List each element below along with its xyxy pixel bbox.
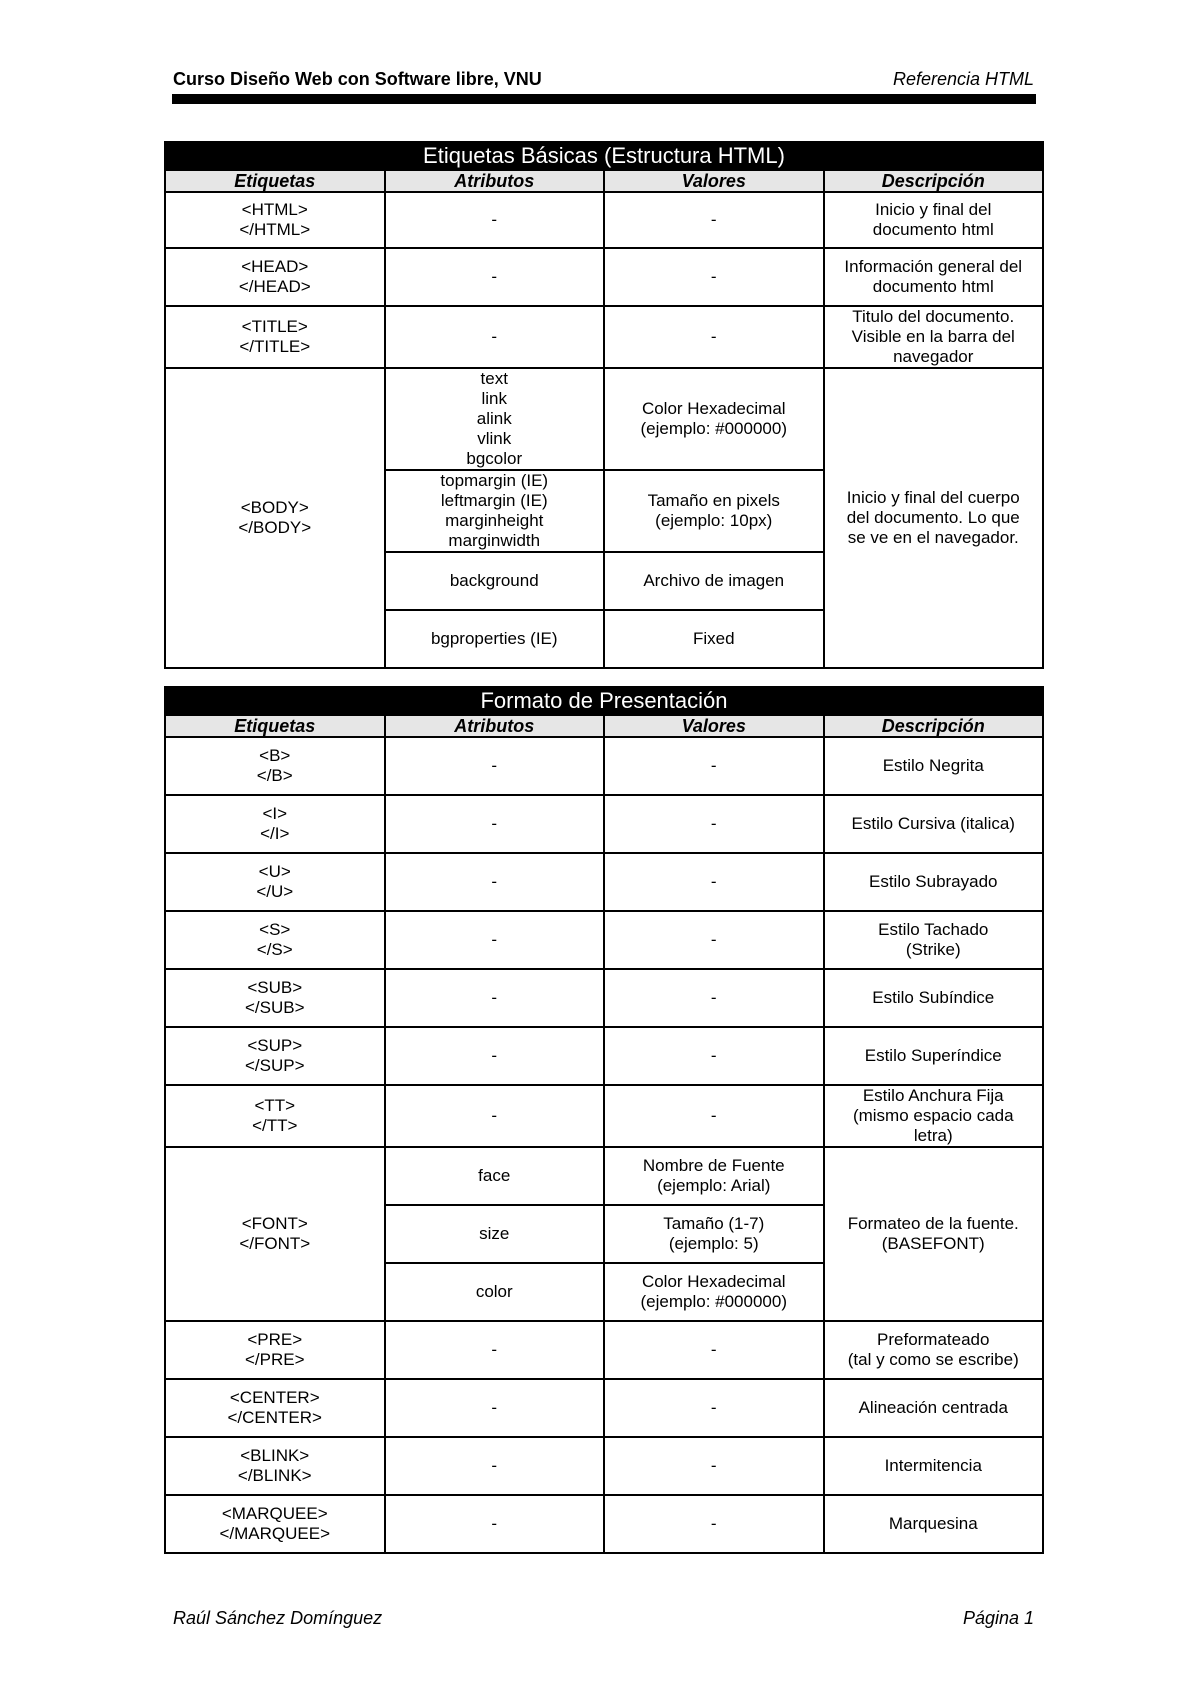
tag-cell: <BODY> </BODY> xyxy=(165,368,385,668)
table-row xyxy=(165,1147,1043,1205)
table-row xyxy=(165,1027,1043,1085)
value-cell: - xyxy=(604,1085,824,1147)
value-cell: Fixed xyxy=(604,610,824,668)
attribute-cell: - xyxy=(385,1027,605,1085)
column-header-tags: Etiquetas xyxy=(165,715,385,737)
value-cell: - xyxy=(604,1495,824,1553)
table-row xyxy=(165,969,1043,1027)
attribute-cell: - xyxy=(385,1321,605,1379)
description-cell: Titulo del documento. Visible en la barra del navegador xyxy=(824,306,1044,368)
attribute-cell: - xyxy=(385,737,605,795)
column-header-description: Descripción xyxy=(824,170,1044,192)
tag-cell: <TT> </TT> xyxy=(165,1085,385,1147)
attribute-cell: - xyxy=(385,853,605,911)
attribute-cell: text link alink vlink bgcolor xyxy=(385,368,605,470)
column-header-values: Valores xyxy=(604,715,824,737)
footer-author: Raúl Sánchez Domínguez xyxy=(173,1608,383,1628)
tag-cell: <I> </I> xyxy=(165,795,385,853)
column-header-tags: Etiquetas xyxy=(165,170,385,192)
table-row xyxy=(165,306,1043,368)
attribute-cell: - xyxy=(385,969,605,1027)
attribute-cell: - xyxy=(385,248,605,306)
table-row xyxy=(165,737,1043,795)
value-cell: - xyxy=(604,737,824,795)
attribute-cell: - xyxy=(385,911,605,969)
value-cell: - xyxy=(604,911,824,969)
description-cell: Inicio y final del documento html xyxy=(824,192,1044,248)
table-title: Etiquetas Básicas (Estructura HTML) xyxy=(165,142,1043,170)
value-cell: - xyxy=(604,1437,824,1495)
table-row xyxy=(165,795,1043,853)
tag-cell: <B> </B> xyxy=(165,737,385,795)
tag-cell: <SUP> </SUP> xyxy=(165,1027,385,1085)
value-cell: Tamaño en pixels (ejemplo: 10px) xyxy=(604,470,824,552)
column-header-description: Descripción xyxy=(824,715,1044,737)
description-cell: Estilo Cursiva (italica) xyxy=(824,795,1044,853)
attribute-cell: face xyxy=(385,1147,605,1205)
table-row xyxy=(165,911,1043,969)
value-cell: - xyxy=(604,306,824,368)
tag-cell: <PRE> </PRE> xyxy=(165,1321,385,1379)
table-presentation-format xyxy=(164,686,1044,1554)
description-cell: Formateo de la fuente. (BASEFONT) xyxy=(824,1147,1044,1321)
table-row xyxy=(165,853,1043,911)
column-header-values: Valores xyxy=(604,170,824,192)
value-cell: Color Hexadecimal (ejemplo: #000000) xyxy=(604,1263,824,1321)
tag-cell: <U> </U> xyxy=(165,853,385,911)
value-cell: - xyxy=(604,795,824,853)
description-cell: Estilo Subíndice xyxy=(824,969,1044,1027)
table-row xyxy=(165,368,1043,470)
value-cell: Nombre de Fuente (ejemplo: Arial) xyxy=(604,1147,824,1205)
description-cell: Estilo Superíndice xyxy=(824,1027,1044,1085)
attribute-cell: background xyxy=(385,552,605,610)
description-cell: Información general del documento html xyxy=(824,248,1044,306)
description-cell: Estilo Subrayado xyxy=(824,853,1044,911)
attribute-cell: - xyxy=(385,192,605,248)
table-row xyxy=(165,1379,1043,1437)
value-cell: Color Hexadecimal (ejemplo: #000000) xyxy=(604,368,824,470)
table-row xyxy=(165,192,1043,248)
table-row xyxy=(165,1437,1043,1495)
header-course-title: Curso Diseño Web con Software libre, VNU xyxy=(173,69,542,89)
value-cell: - xyxy=(604,1027,824,1085)
column-header-attributes: Atributos xyxy=(385,170,605,192)
tag-cell: <S> </S> xyxy=(165,911,385,969)
value-cell: Tamaño (1-7) (ejemplo: 5) xyxy=(604,1205,824,1263)
tag-cell: <FONT> </FONT> xyxy=(165,1147,385,1321)
attribute-cell: - xyxy=(385,1379,605,1437)
table-row xyxy=(165,1495,1043,1553)
description-cell: Marquesina xyxy=(824,1495,1044,1553)
table-basic-tags xyxy=(164,141,1044,669)
tag-cell: <CENTER> </CENTER> xyxy=(165,1379,385,1437)
attribute-cell: - xyxy=(385,1495,605,1553)
value-cell: Archivo de imagen xyxy=(604,552,824,610)
table-row xyxy=(165,1321,1043,1379)
description-cell: Estilo Tachado (Strike) xyxy=(824,911,1044,969)
description-cell: Estilo Negrita xyxy=(824,737,1044,795)
attribute-cell: topmargin (IE) leftmargin (IE) marginheight marginwidth xyxy=(385,470,605,552)
attribute-cell: - xyxy=(385,795,605,853)
tag-cell: <SUB> </SUB> xyxy=(165,969,385,1027)
value-cell: - xyxy=(604,1379,824,1437)
header-rule xyxy=(172,94,1036,104)
description-cell: Inicio y final del cuerpo del documento. Lo que se ve en el navegador. xyxy=(824,368,1044,668)
table-title: Formato de Presentación xyxy=(165,687,1043,715)
table-row xyxy=(165,248,1043,306)
column-header-attributes: Atributos xyxy=(385,715,605,737)
tag-cell: <TITLE> </TITLE> xyxy=(165,306,385,368)
header-section-title: Referencia HTML xyxy=(892,69,1034,89)
attribute-cell: bgproperties (IE) xyxy=(385,610,605,668)
tag-cell: <HTML> </HTML> xyxy=(165,192,385,248)
attribute-cell: color xyxy=(385,1263,605,1321)
value-cell: - xyxy=(604,192,824,248)
description-cell: Intermitencia xyxy=(824,1437,1044,1495)
value-cell: - xyxy=(604,969,824,1027)
tag-cell: <HEAD> </HEAD> xyxy=(165,248,385,306)
table-row xyxy=(165,1085,1043,1147)
tag-cell: <MARQUEE> </MARQUEE> xyxy=(165,1495,385,1553)
attribute-cell: - xyxy=(385,306,605,368)
attribute-cell: size xyxy=(385,1205,605,1263)
description-cell: Alineación centrada xyxy=(824,1379,1044,1437)
value-cell: - xyxy=(604,248,824,306)
description-cell: Preformateado (tal y como se escribe) xyxy=(824,1321,1044,1379)
attribute-cell: - xyxy=(385,1437,605,1495)
value-cell: - xyxy=(604,1321,824,1379)
tag-cell: <BLINK> </BLINK> xyxy=(165,1437,385,1495)
value-cell: - xyxy=(604,853,824,911)
attribute-cell: - xyxy=(385,1085,605,1147)
description-cell: Estilo Anchura Fija (mismo espacio cada letra) xyxy=(824,1085,1044,1147)
footer-page-number: Página 1 xyxy=(962,1608,1034,1628)
